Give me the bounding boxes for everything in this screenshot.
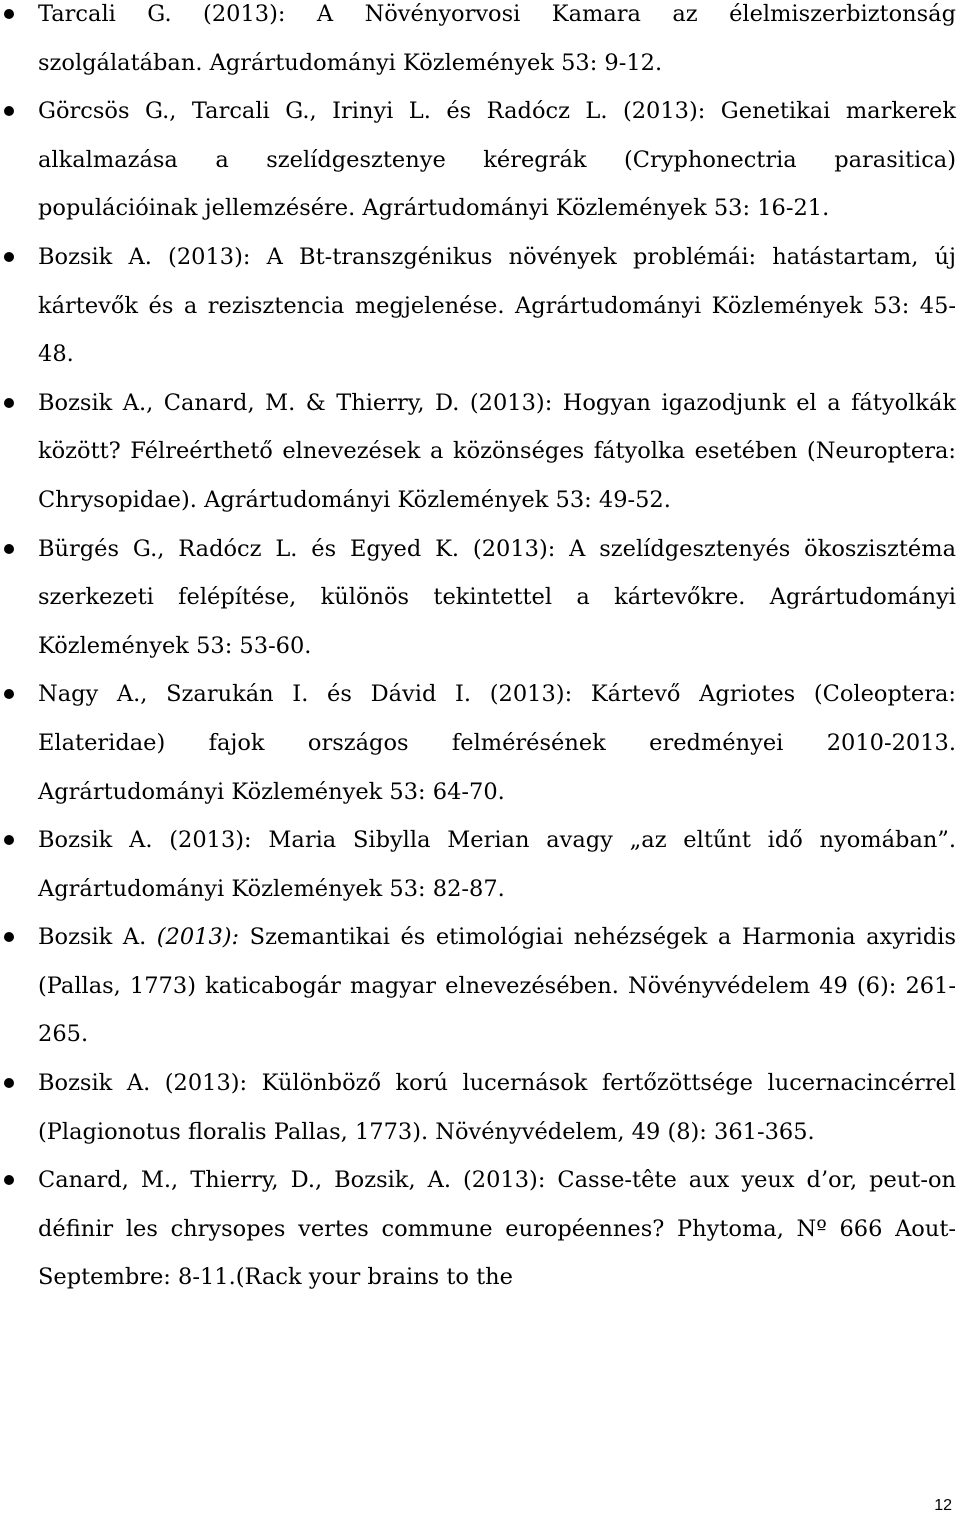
list-item bbox=[0, 816, 960, 913]
list-item bbox=[0, 1156, 960, 1302]
reference-text: Nagy A., Szarukán I. és Dávid I. (2013): Kártevő Agriotes (Coleoptera: Elateridae) fajok országos felmérésének eredményei 2010-2013. Agrártudományi Közlemények 53: 64-70. bbox=[38, 681, 956, 805]
bullet-icon bbox=[4, 689, 14, 699]
reference-title: Szemantikai és etimológiai nehézségek a Harmonia axyridis (Pallas, 1773) katicabogár magyar elnevezésében. Növényvédelem 49 (6): 261-265. bbox=[38, 924, 957, 1048]
reference-text bbox=[38, 913, 956, 1059]
reference-text: Bozsik A. (2013): A Bt-transzgénikus növények problémái: hatástartam, új kártevők és a rezisztencia megjelenése. Agrártudományi Közlemények 53: 45-48. bbox=[38, 243, 956, 368]
list-item bbox=[0, 379, 960, 525]
bullet-icon bbox=[4, 106, 14, 116]
bullet-icon bbox=[4, 9, 14, 19]
list-item bbox=[0, 525, 960, 671]
reference-text: Bozsik A. (2013): Különböző korú lucernások fertőzöttsége lucernacincérrel (Plagionotus floralis Pallas, 1773). Növényvédelem, 49 (8): 361-365. bbox=[38, 1070, 956, 1145]
reference-year: (2013): bbox=[156, 924, 240, 951]
list-item bbox=[0, 0, 960, 87]
bullet-icon bbox=[4, 1078, 14, 1088]
reference-text: Tarcali G. (2013): A Növényorvosi Kamara az élelmiszerbiztonság szolgálatában. Agrártudományi Közlemények 53: 9-12. bbox=[38, 1, 956, 76]
bullet-icon bbox=[4, 252, 14, 262]
list-item bbox=[0, 913, 960, 1059]
list-item bbox=[0, 87, 960, 233]
reference-text: Bozsik A. (2013): Maria Sibylla Merian avagy „az eltűnt idő nyomában”. Agrártudományi Közlemények 53: 82-87. bbox=[38, 827, 956, 902]
bullet-icon bbox=[4, 1175, 14, 1185]
reference-text: Canard, M., Thierry, D., Bozsik, A. (2013): Casse-tête aux yeux d’or, peut-on définir les chrysopes vertes commune européennes? Phytoma, Nº 666 Aout-Septembre: 8-11.(Rack your brains to the bbox=[38, 1167, 956, 1291]
bullet-icon bbox=[4, 398, 14, 408]
page-number: 12 bbox=[934, 1497, 952, 1514]
reference-text: Bozsik A., Canard, M. & Thierry, D. (2013): Hogyan igazodjunk el a fátyolkák között? Félreérthető elnevezések a közönséges fátyolka esetében (Neuroptera: Chrysopidae). Agrártudományi Közlemények 53: 49-52. bbox=[38, 389, 956, 513]
reference-text: Bürgés G., Radócz L. és Egyed K. (2013): A szelídgesztenyés ökoszisztéma szerkezeti felépítése, különös tekintettel a kártevőkre. Agrártudományi Közlemények 53: 53-60. bbox=[38, 535, 956, 659]
list-item bbox=[0, 670, 960, 816]
bullet-icon bbox=[4, 544, 14, 554]
bullet-icon bbox=[4, 835, 14, 845]
list-item bbox=[0, 233, 960, 379]
list-item bbox=[0, 1059, 960, 1156]
reference-text: Görcsös G., Tarcali G., Irinyi L. és Radócz L. (2013): Genetikai markerek alkalmazása a szelídgesztenye kéregrák (Cryphonectria parasitica) populációinak jellemzésére. Agrártudományi Közlemények 53: 16-21. bbox=[38, 98, 956, 222]
bullet-icon bbox=[4, 932, 14, 942]
reference-author: Bozsik A. bbox=[38, 924, 147, 951]
